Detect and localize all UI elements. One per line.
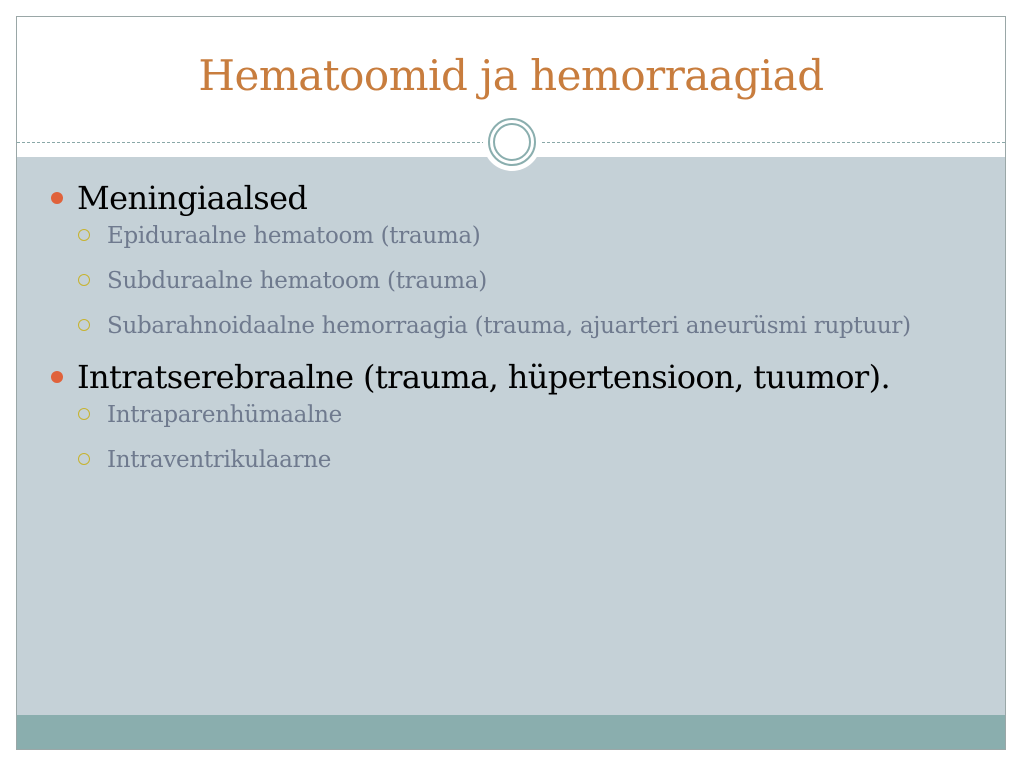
slide-title: Hematoomid ja hemorraagiad xyxy=(198,51,824,100)
sub-bullet-text: Intraparenhümaalne xyxy=(107,402,342,428)
bullet-text: Intratserebraalne (trauma, hüpertensioon, tuumor). xyxy=(77,358,891,396)
bullet-list xyxy=(47,177,977,490)
sub-bullet-item xyxy=(77,445,977,475)
sub-bullet-text: Epiduraalne hematoom (trauma) xyxy=(107,223,481,249)
bullet-item-meningiaalsed xyxy=(47,177,977,341)
hollow-bullet-icon xyxy=(78,229,90,241)
bullet-text: Meningiaalsed xyxy=(77,179,308,217)
hollow-bullet-icon xyxy=(78,274,90,286)
circle-ornament-icon xyxy=(483,113,541,171)
sub-bullet-text: Subarahnoidaalne hemorraagia (trauma, ajuarteri aneurüsmi ruptuur) xyxy=(107,313,911,339)
hollow-bullet-icon xyxy=(78,319,90,331)
sub-bullet-list xyxy=(77,400,977,475)
sub-bullet-list xyxy=(77,221,977,341)
sub-bullet-text: Intraventrikulaarne xyxy=(107,447,332,473)
sub-bullet-item xyxy=(77,221,977,251)
bullet-item-intratserebraalne xyxy=(47,356,977,475)
sub-bullet-item xyxy=(77,400,977,430)
filled-bullet-icon xyxy=(51,371,63,383)
filled-bullet-icon xyxy=(51,192,63,204)
sub-bullet-item xyxy=(77,311,977,341)
hollow-bullet-icon xyxy=(78,408,90,420)
slide xyxy=(16,16,1006,750)
sub-bullet-text: Subduraalne hematoom (trauma) xyxy=(107,268,487,294)
hollow-bullet-icon xyxy=(78,453,90,465)
footer-bar xyxy=(17,715,1005,750)
sub-bullet-item xyxy=(77,266,977,296)
